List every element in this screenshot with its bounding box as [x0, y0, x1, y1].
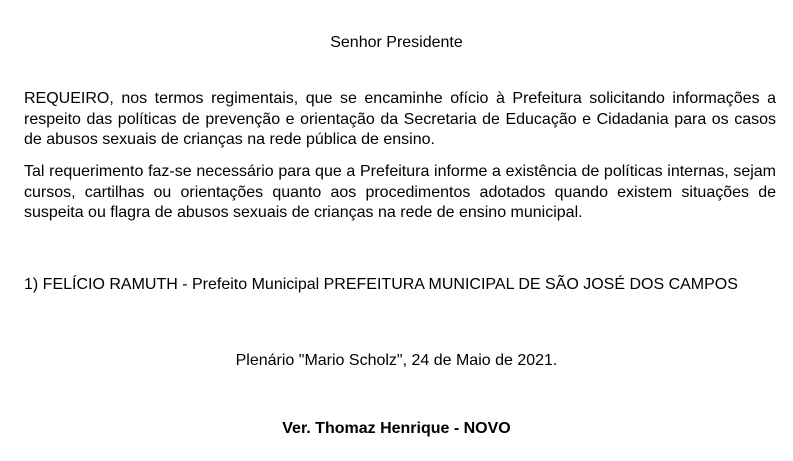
signature: Ver. Thomaz Henrique - NOVO: [282, 420, 511, 437]
place-date: Plenário "Mario Scholz", 24 de Maio de 2021.: [235, 352, 558, 369]
request-paragraph: REQUEIRO, nos termos regimentais, que se encaminhe ofício à Prefeitura solicitando informações a respeito das políticas de prevenção e orientação da Secretaria de Educação e Cidadania para os casos de abusos sexuais de crianças na rede pública de ensino.: [24, 90, 776, 148]
recipient-paragraph: 1) FELÍCIO RAMUTH - Prefeito Municipal PREFEITURA MUNICIPAL DE SÃO JOSÉ DOS CAMPOS: [24, 276, 738, 293]
salutation: Senhor Presidente: [330, 34, 463, 51]
justification-paragraph: Tal requerimento faz-se necessário para que a Prefeitura informe a existência de políticas internas, sejam cursos, cartilhas ou orientações quanto aos procedimentos adotados quando existem situações de suspeita ou flagra de abusos sexuais de crianças na rede de ensino municipal.: [24, 163, 776, 221]
